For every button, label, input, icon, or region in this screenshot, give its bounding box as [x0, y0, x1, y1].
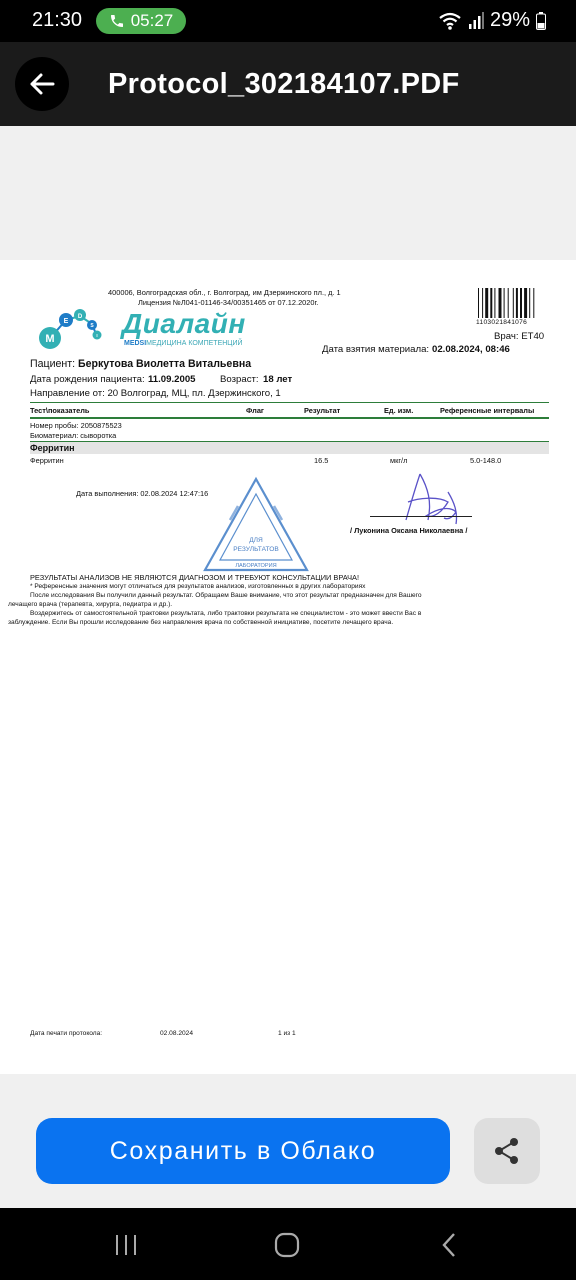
document-title: Protocol_302184107.PDF [108, 68, 460, 100]
signature-line [370, 516, 472, 517]
biomaterial: Биоматериал: сыворотка [30, 431, 117, 440]
disclaimer: После исследования Вы получили данный результат. Обращаем Ваше внимание, что этот результат предназначен для Вашего [30, 592, 422, 599]
lab-license: Лицензия №Л041-01146-34/00351465 от 07.12.2020г. [138, 298, 319, 307]
age-value: 18 лет [263, 374, 293, 385]
phone-icon [109, 13, 125, 29]
lab-logo-name: Диалайн [122, 308, 246, 339]
barcode-number: 1103021841076 [476, 319, 528, 326]
column-header: Результат [304, 406, 341, 415]
completion-date: Дата выполнения: 02.08.2024 12:47:16 [76, 489, 209, 498]
save-to-cloud-button[interactable]: Сохранить в Облако [36, 1118, 450, 1184]
nav-back-button[interactable] [434, 1230, 464, 1260]
status-icons [438, 9, 546, 32]
system-nav-bar [0, 1208, 576, 1280]
disclaimer: лечащего врача (терапевта, хирурга, педиатра и др.). [8, 601, 173, 608]
home-button[interactable] [272, 1230, 302, 1260]
stamp-text: ДЛЯ [249, 537, 263, 544]
back-button[interactable] [15, 57, 69, 111]
disclaimer: заблуждение. Если Вы прошли исследование без направления врача по собственной инициативе, посетите лечащего врача. [8, 619, 394, 626]
logo-letter: S [90, 323, 94, 329]
print-date: 02.08.2024 [160, 1030, 194, 1037]
stamp-text: ЛАБОРАТОРИЯ [235, 563, 277, 569]
birth-label: Дата рождения пациента: [30, 374, 145, 385]
sample-date: 02.08.2024, 08:46 [432, 344, 510, 355]
logo-letter: E [63, 318, 69, 325]
disclaimer: * Референсные значения могут отличаться для результатов анализов, изготовленных в других лабораториях [30, 583, 366, 590]
stamp-text: РЕЗУЛЬТАТОВ [233, 546, 279, 553]
lab-logo-tagline: MEDSIМЕДИЦИНА КОМПЕТЕНЦИЙ [124, 340, 243, 347]
table-divider [30, 402, 549, 403]
section-header-row [30, 442, 549, 454]
battery-icon [536, 12, 546, 30]
signer-name: / Луконина Оксана Николаевна / [350, 526, 468, 535]
disclaimer: РЕЗУЛЬТАТЫ АНАЛИЗОВ НЕ ЯВЛЯЮТСЯ ДИАГНОЗОМ И ТРЕБУЮТ КОНСУЛЬТАЦИИ ВРАЧА! [30, 573, 360, 582]
age-label: Возраст: [220, 374, 259, 385]
reference-range: 5.0-148.0 [470, 456, 502, 465]
column-header: Тест\показатель [30, 406, 90, 415]
disclaimer: Воздержитесь от самостоятельной трактовки результата, либо трактовки результата не специалистом - это может ввести Вас в [30, 610, 422, 617]
barcode-icon [478, 288, 548, 318]
recents-icon [113, 1233, 139, 1257]
sample-date-label: Дата взятия материала: [322, 344, 430, 355]
test-unit: мкг/л [390, 456, 408, 465]
section-title: Ферритин [30, 443, 75, 453]
signature-icon [398, 472, 478, 530]
referral: Направление от: 20 Волгоград, МЦ, пл. Дзержинского, 1 [30, 388, 281, 399]
signal-icon [468, 12, 484, 30]
lab-stamp-icon [202, 476, 310, 574]
logo-letter: M [45, 333, 55, 345]
lab-address: 400006, Волгоградская обл., г. Волгоград, им Дзержинского пл., д. 1 [108, 288, 341, 297]
chevron-left-icon [439, 1232, 459, 1258]
column-header: Референсные интервалы [440, 406, 535, 415]
wifi-icon [438, 11, 462, 31]
column-header: Ед. изм. [384, 406, 414, 415]
doctor-code: Врач: ET40 [494, 331, 545, 342]
medsi-logo-icon [36, 306, 106, 350]
page-count: 1 из 1 [278, 1030, 296, 1037]
home-icon [274, 1232, 300, 1258]
logo-letter: D [77, 314, 83, 320]
pdf-page [0, 260, 576, 1074]
status-time: 21:30 [32, 9, 83, 31]
birth-date: 11.09.2005 [148, 374, 196, 385]
recents-button[interactable] [111, 1230, 141, 1260]
share-button[interactable] [474, 1118, 540, 1184]
pdf-viewer[interactable] [0, 126, 576, 1208]
patient-label: Пациент: [30, 358, 76, 370]
ongoing-call-chip[interactable] [96, 8, 186, 34]
status-bar [0, 0, 576, 42]
arrow-left-icon [28, 70, 56, 98]
test-name: Ферритин [30, 456, 64, 465]
share-icon [492, 1136, 522, 1166]
app-header [0, 42, 576, 126]
column-header: Флаг [246, 406, 265, 415]
sample-number: Номер пробы: 2050875523 [30, 421, 122, 430]
test-result: 16.5 [314, 456, 329, 465]
print-date-label: Дата печати протокола: [30, 1030, 103, 1037]
call-duration: 05:27 [130, 11, 174, 30]
battery-percent: 29% [489, 9, 530, 31]
table-divider [30, 417, 549, 419]
logo-letter: I [96, 333, 98, 338]
patient-name: Беркутова Виолетта Витальевна [78, 358, 252, 370]
